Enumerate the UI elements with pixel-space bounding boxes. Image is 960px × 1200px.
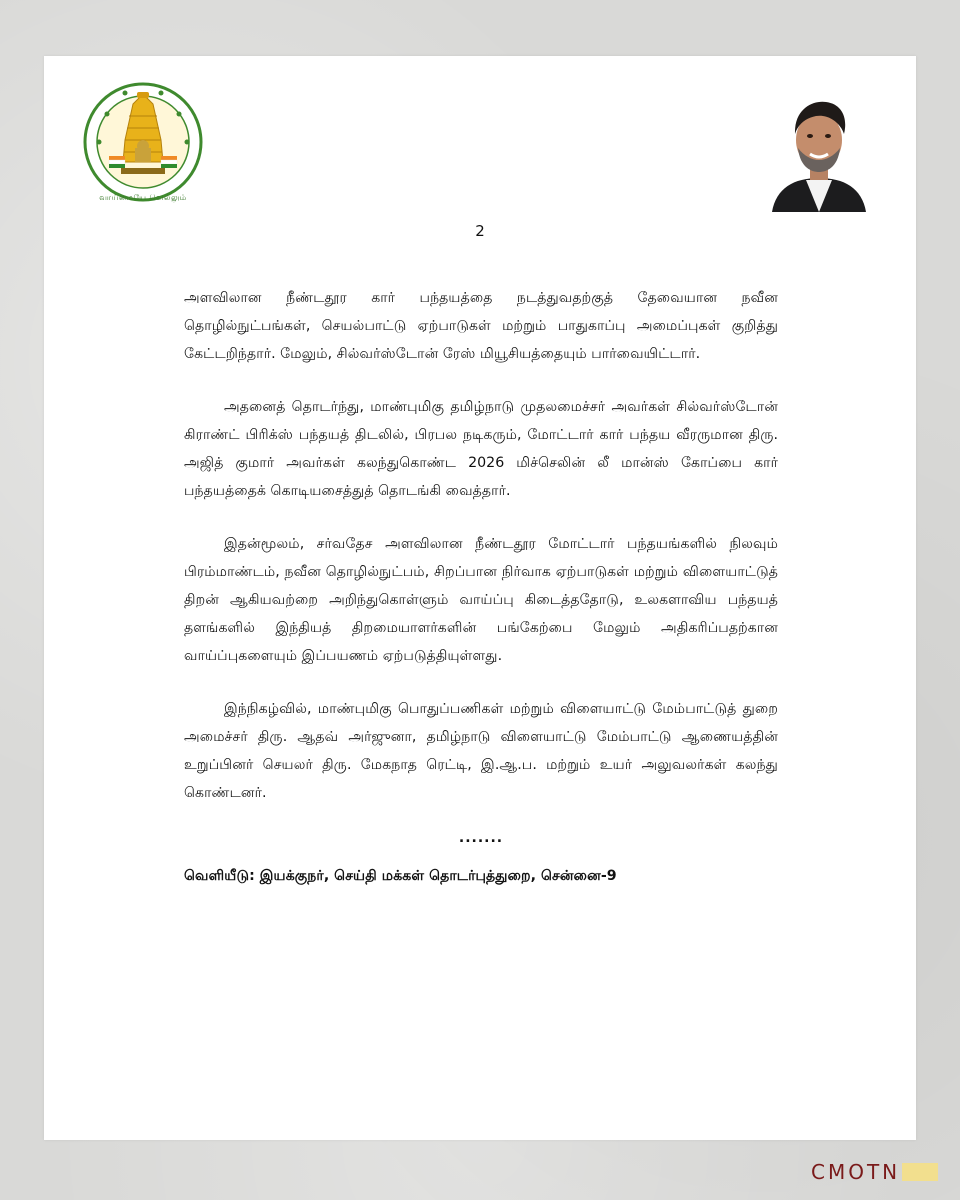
- brand-bar: [902, 1163, 938, 1181]
- document-page: [44, 56, 916, 1140]
- emblem-caption: வாய்மையே வெல்லும்: [99, 193, 187, 202]
- page-number: 2: [475, 222, 485, 240]
- brand-text: CMOTN: [811, 1160, 901, 1184]
- separator-dots: .......: [458, 830, 504, 846]
- paragraph-2: அதனைத் தொடர்ந்து, மாண்புமிகு தமிழ்நாடு முதலமைச்சர் அவர்கள் சில்வர்ஸ்டோன் கிராண்ட் பிரிக்ஸ் பந்தயத் திடலில், பிரபல நடிகரும், மோட்டார் கார் பந்தய வீரருமான திரு. அஜித் குமார் அவர்கள் கலந்துகொண்ட 2026 மிச்செலின் லீ மான்ஸ் கோப்பை கார் பந்தயத்தைக் கொடியசைத்துத் தொடங்கி வைத்தார்.: [184, 399, 778, 499]
- document-body: [184, 284, 778, 890]
- paragraph-4: இந்நிகழ்வில், மாண்புமிகு பொதுப்பணிகள் மற்றும் விளையாட்டு மேம்பாட்டுத் துறை அமைச்சர் திரு. ஆதவ் அர்ஜுனா, தமிழ்நாடு விளையாட்டு மேம்பாட்டு ஆணையத்தின் உறுப்பினர் செயலர் திரு. மேகநாத ரெட்டி, இ.ஆ.ப. மற்றும் உயர் அலுவலர்கள் கலந்து கொண்டனர்.: [184, 701, 778, 801]
- portrait-photo: [766, 90, 872, 212]
- cmotn-logo: [811, 1161, 938, 1183]
- paragraph-3: இதன்மூலம், சர்வதேச அளவிலான நீண்டதூர மோட்டார் பந்தயங்களில் நிலவும் பிரம்மாண்டம், நவீன தொழில்நுட்பம், சிறப்பான நிர்வாக ஏற்பாடுகள் மற்றும் விளையாட்டுத் திறன் ஆகியவற்றை அறிந்துகொள்ளும் வாய்ப்பு கிடைத்ததோடு, உலகளாவிய பந்தயத் தளங்களில் இந்தியத் திறமையாளர்களின் பங்கேற்பை மேலும் அதிகரிப்பதற்கான வாய்ப்புகளையும் இப்பயணம் ஏற்படுத்தியுள்ளது.: [184, 536, 778, 664]
- release-footer: வெளியீடு: இயக்குநர், செய்தி மக்கள் தொடர்புத்துறை, சென்னை-9: [184, 868, 617, 884]
- paragraph-1: அளவிலான நீண்டதூர கார் பந்தயத்தை நடத்துவதற்குத் தேவையான நவீன தொழில்நுட்பங்கள், செயல்பாட்டு ஏற்பாடுகள் மற்றும் பாதுகாப்பு அமைப்புகள் குறித்து கேட்டறிந்தார். மேலும், சில்வர்ஸ்டோன் ரேஸ் மியூசியத்தையும் பார்வையிட்டார்.: [184, 290, 778, 362]
